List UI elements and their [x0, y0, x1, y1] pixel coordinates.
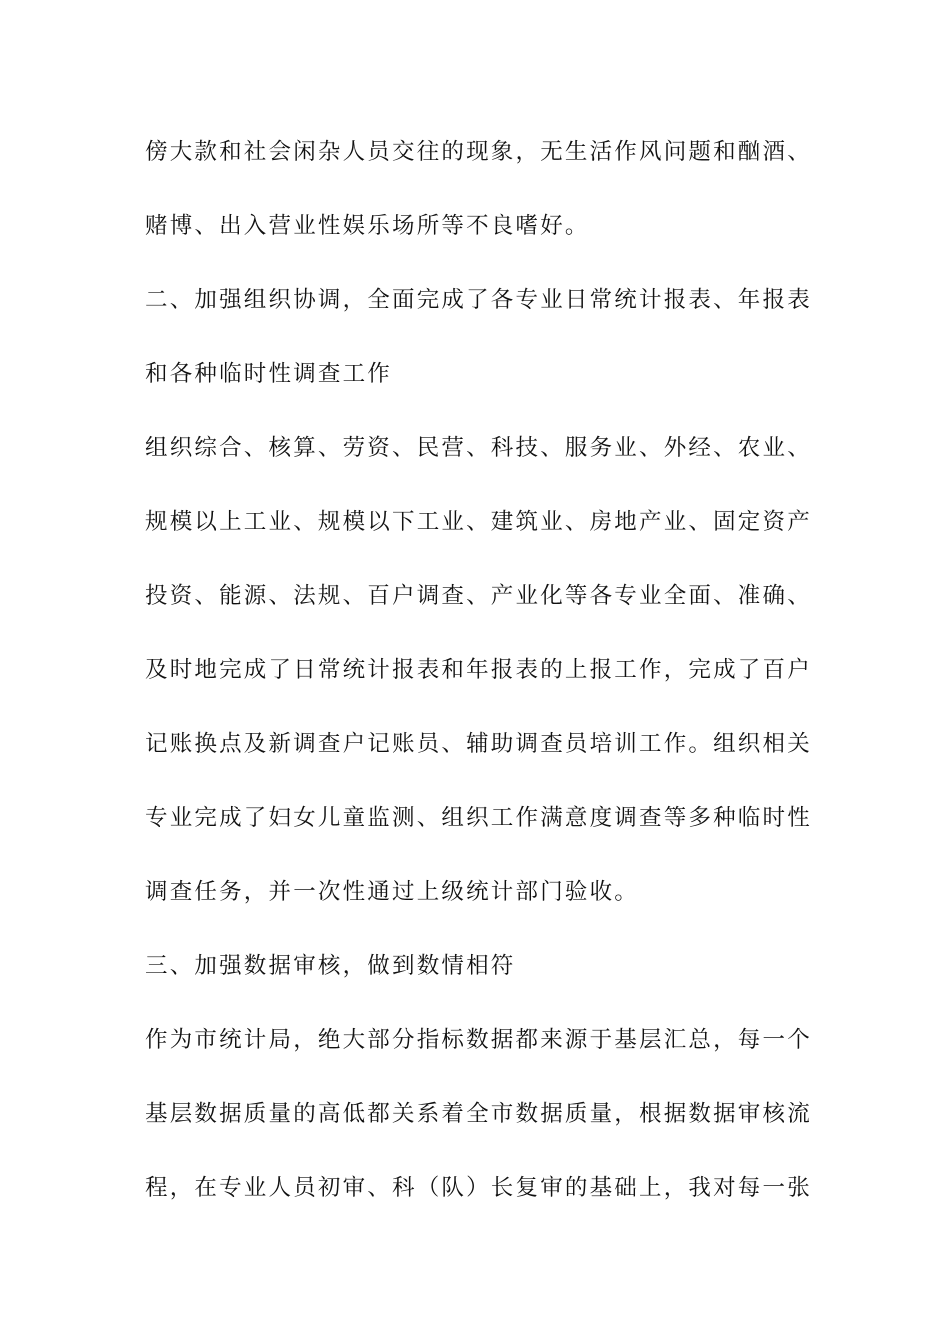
text-line: 专业完成了妇女儿童监测、组织工作满意度调查等多种临时性 — [145, 805, 812, 831]
document-body — [145, 132, 810, 1242]
text-line: 投资、能源、法规、百户调查、产业化等各专业全面、准确、 — [145, 583, 812, 609]
text-line: 及时地完成了日常统计报表和年报表的上报工作，完成了百户 — [145, 657, 812, 683]
text-line: 记账换点及新调查户记账员、辅助调查员培训工作。组织相关 — [145, 731, 812, 757]
section-heading-3: 三、加强数据审核，做到数情相符 — [145, 953, 516, 979]
text-line: 组织综合、核算、劳资、民营、科技、服务业、外经、农业、 — [145, 435, 812, 461]
section-heading-2: 二、加强组织协调，全面完成了各专业日常统计报表、年报表 — [145, 287, 812, 313]
text-line: 程，在专业人员初审、科（队）长复审的基础上，我对每一张 — [145, 1175, 812, 1201]
text-line: 作为市统计局，绝大部分指标数据都来源于基层汇总，每一个 — [145, 1027, 812, 1053]
text-line: 基层数据质量的高低都关系着全市数据质量，根据数据审核流 — [145, 1101, 812, 1127]
text-line: 调查任务，并一次性通过上级统计部门验收。 — [145, 879, 640, 905]
text-line: 傍大款和社会闲杂人员交往的现象，无生活作风问题和酗酒、 — [145, 139, 812, 165]
text-line: 赌博、出入营业性娱乐场所等不良嗜好。 — [145, 213, 590, 239]
text-line: 规模以上工业、规模以下工业、建筑业、房地产业、固定资产 — [145, 509, 812, 535]
section-heading-2-cont: 和各种临时性调查工作 — [145, 361, 393, 387]
